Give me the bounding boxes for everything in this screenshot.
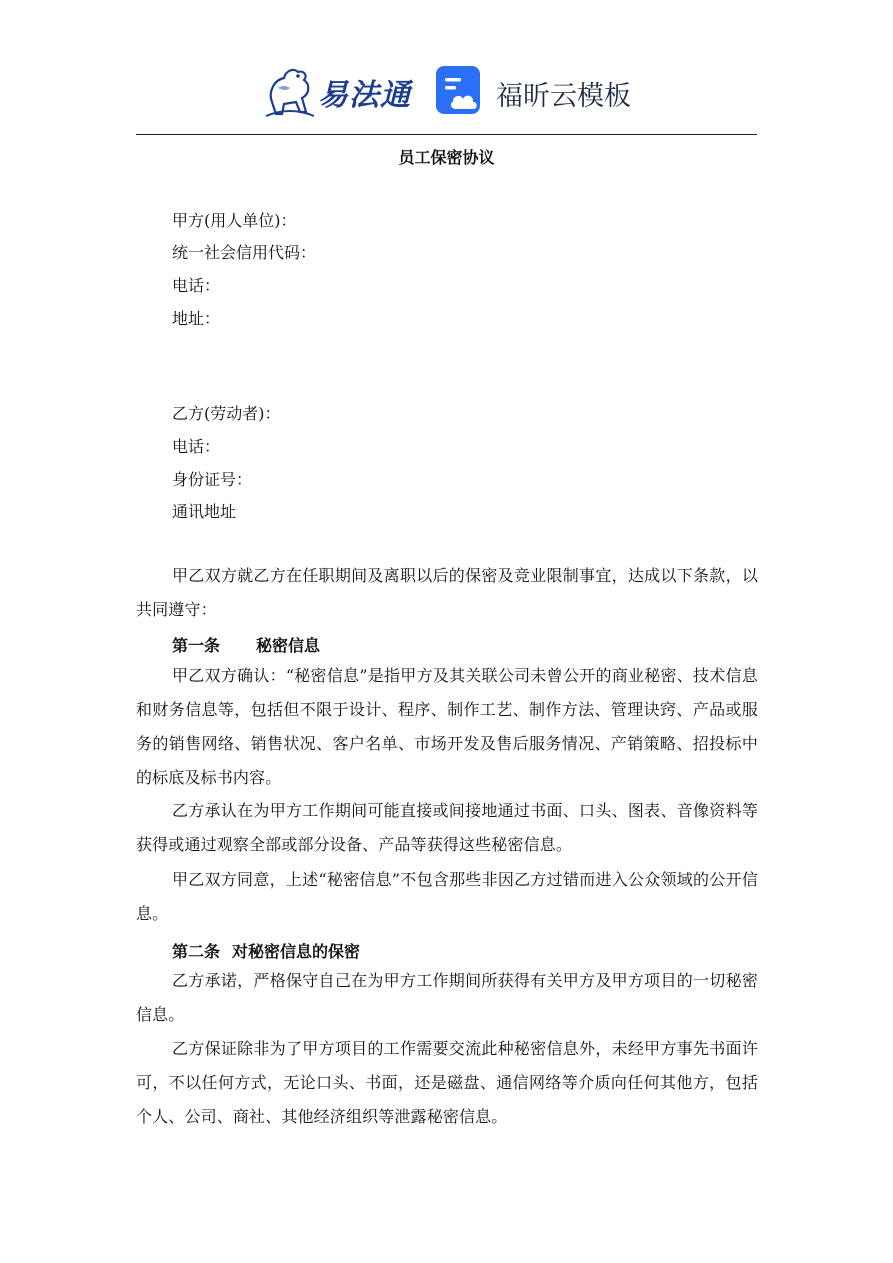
party-a-address-label: 地址：: [172, 309, 221, 328]
party-b-address-label: 通讯地址: [172, 502, 237, 521]
article-2-paragraph-1: 乙方承诺，严格保守自己在为甲方工作期间所获得有关甲方及甲方项目的一切秘密信息。: [136, 971, 758, 1024]
article-1-paragraph-1: 甲乙双方确认：“秘密信息”是指甲方及其关联公司未曾公开的商业秘密、技术信息和财务信息等，包括但不限于设计、程序、制作工艺、制作方法、管理诀窍、产品或服务的销售网络、销售状况、客户名单、市场开发及售后服务情况、产销策略、招投标中的标底及标书内容。: [136, 666, 758, 787]
party-b-id-label: 身份证号：: [172, 470, 253, 489]
article-2-number: 第二条: [172, 942, 221, 961]
party-a-name-label: 甲方(用人单位)：: [172, 211, 297, 230]
article-2-heading: [172, 939, 360, 962]
foxit-template-logo-text: 福昕云模板: [496, 81, 631, 112]
yifatong-logo: [262, 62, 422, 120]
article-2-title: 对秘密信息的保密: [232, 942, 361, 961]
article-1-heading: [172, 633, 320, 656]
article-1-number: 第一条: [172, 636, 221, 655]
article-1-paragraph-2: 乙方承认在为甲方工作期间可能直接或间接地通过书面、口头、图表、音像资料等获得或通过观察全部或部分设备、产品等获得这些秘密信息。: [136, 801, 758, 854]
party-a-credit-code-label: 统一社会信用代码：: [172, 243, 317, 262]
article-1-title: 秘密信息: [256, 636, 321, 655]
article-2-paragraph-2: 乙方保证除非为了甲方项目的工作需要交流此种秘密信息外，未经甲方事先书面许可，不以任何方式，无论口头、书面，还是磁盘、通信网络等介质向任何其他方，包括个人、公司、商社、其他经济组织等泄露秘密信息。: [136, 1039, 758, 1126]
header-divider: [136, 134, 757, 135]
party-b-name-label: 乙方(劳动者)：: [172, 404, 281, 423]
cloud-document-icon: [434, 64, 486, 118]
page-header: [136, 58, 757, 124]
article-1-paragraph-3: 甲乙双方同意，上述“秘密信息”不包含那些非因乙方过错而进入公众领域的公开信息。: [136, 870, 758, 923]
qilin-emblem-icon: [262, 62, 318, 120]
document-title: 员工保密协议: [398, 148, 495, 167]
yifatong-logo-text: 易法通: [318, 78, 411, 113]
party-a-phone-label: 电话：: [172, 276, 221, 295]
preamble-paragraph: 甲乙双方就乙方在任职期间及离职以后的保密及竞业限制事宜，达成以下条款，以共同遵守：: [136, 566, 758, 619]
foxit-template-logo: [434, 64, 634, 120]
party-b-phone-label: 电话：: [172, 437, 221, 456]
